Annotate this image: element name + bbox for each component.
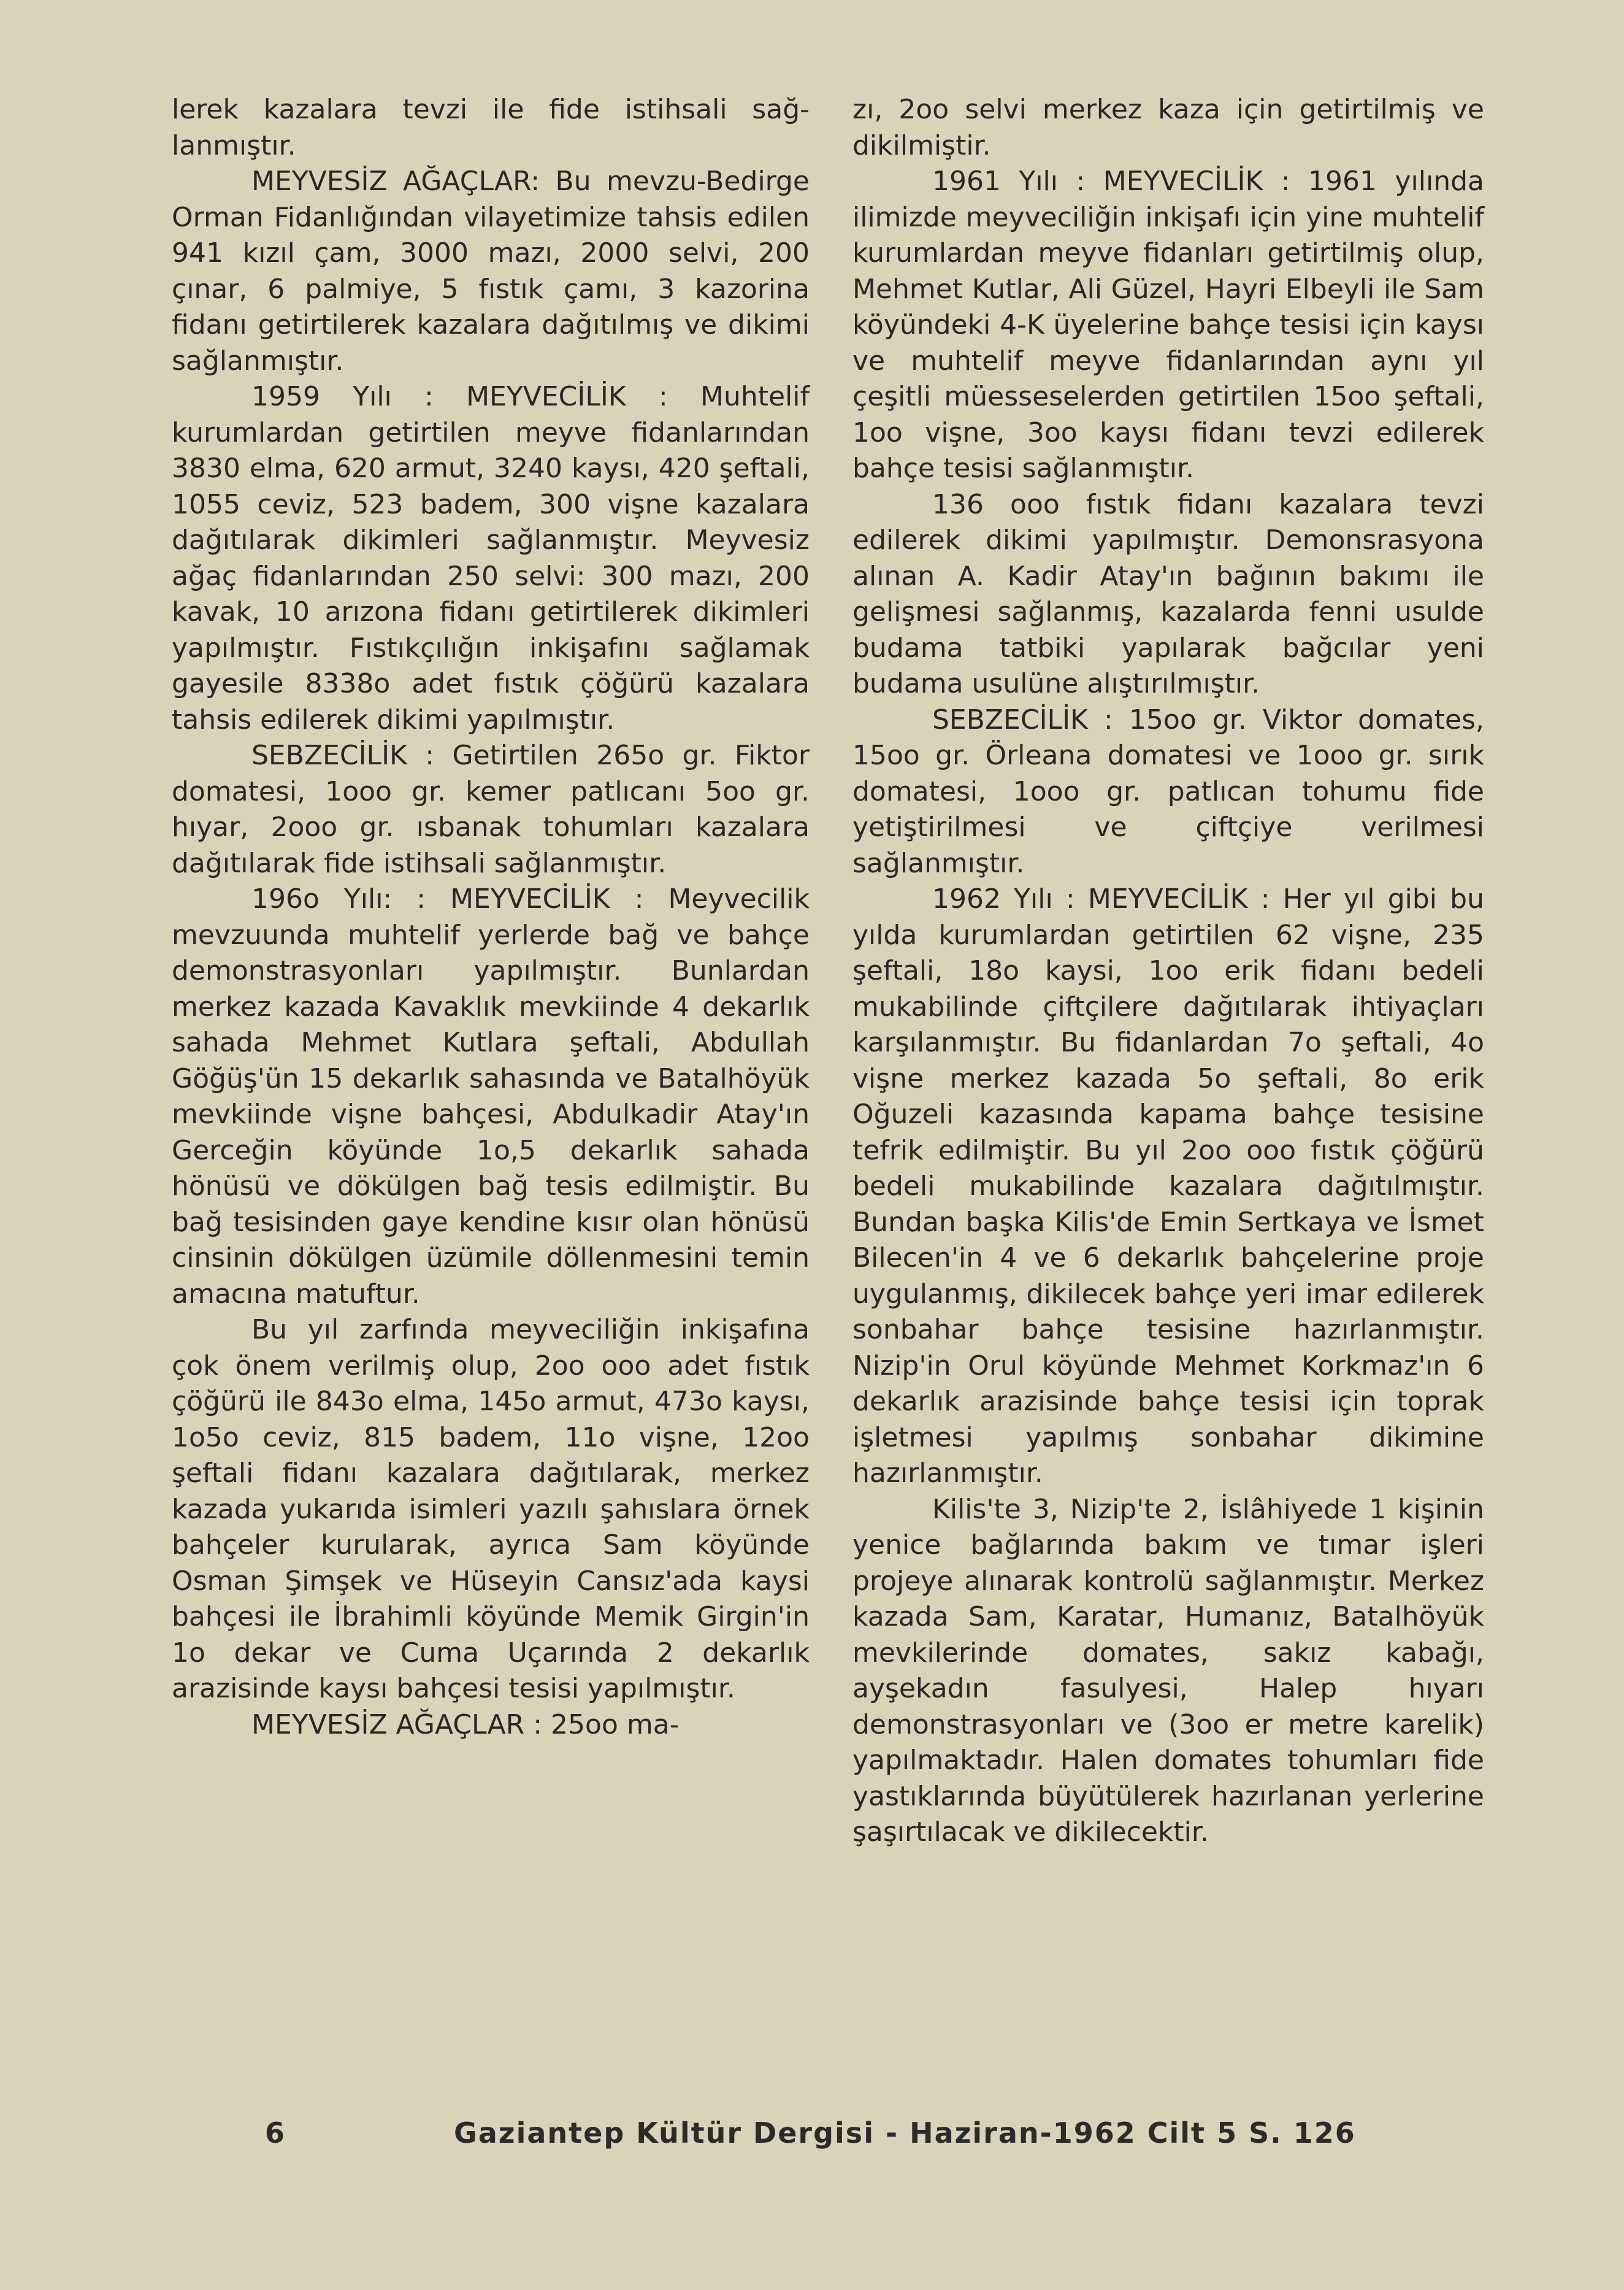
footer-citation: Gaziantep Kültür Dergisi - Haziran-1962 Cilt 5 S. 126: [454, 2116, 1356, 2150]
paragraph: 1959 Yılı : MEYVECİLİK : Muhtelif kurumlardan getirtilen meyve fidanlarından 3830 elma, 620 armut, 3240 kaysı, 420 şeftali, 1055 ceviz, 523 badem, 300 vişne kazalara dağıtılarak dikimleri sağlanmıştır. Meyvesiz ağaç fidanlarından 250 selvi: 300 mazı, 200 kavak, 10 arızona fidanı getirtilerek dikimleri yapılmıştır. Fıstıkçılığın inkişafını sağlamak gayesile 8338o adet fıstık çöğürü kazalara tahsis edilerek dikimi yapılmıştır.: [172, 381, 810, 736]
paragraph: lerek kazalara tevzi ile fide istihsali sağ-lanmıştır.: [172, 94, 810, 161]
paragraph: 136 ooo fıstık fidanı kazalara tevzi edilerek dikimi yapılmıştır. Demonsrasyona alınan A. Kadir Atay'ın bağının bakımı ile gelişmesi sağlanmış, kazalarda fenni usulde budama tatbiki yapılarak bağcılar yeni budama usulüne alıştırılmıştır.: [852, 488, 1484, 699]
paragraph: 1961 Yılı : MEYVECİLİK : 1961 yılında ilimizde meyveciliğin inkişafı için yine muhtelif kurumlardan meyve fidanları getirtilmiş olup, Mehmet Kutlar, Ali Güzel, Hayri Elbeyli ile Sam köyündeki 4-K üyelerine bahçe tesisi için kaysı ve muhtelif meyve fidanlarından aynı yıl çeşitli müesseselerden getirtilen 15oo şeftali, 1oo vişne, 3oo kaysı fidanı tevzi edilerek bahçe tesisi sağlanmıştır.: [852, 166, 1484, 484]
page-number: 6: [265, 2116, 285, 2150]
paragraph: SEBZECİLİK : Getirtilen 265o gr. Fiktor domatesi, 1ooo gr. kemer patlıcanı 5oo gr. hıyar, 2ooo gr. ısbanak tohumları kazalara dağıtılarak fide istihsali sağlanmıştır.: [172, 740, 810, 879]
paragraph: Kilis'te 3, Nizip'te 2, İslâhiyede 1 kişinin yenice bağlarında bakım ve tımar işleri projeye alınarak kontrolü sağlanmıştır. Merkez kazada Sam, Karatar, Humanız, Batalhöyük mevkilerinde domates, sakız kabağı, ayşekadın fasulyesi, Halep hıyarı demonstrasyonları ve (3oo er metre karelik) yapılmaktadır. Halen domates tohumları fide yastıklarında büyütülerek hazırlanan yerlerine şaşırtılacak ve dikilecektir.: [852, 1493, 1484, 1848]
paragraph: MEYVESİZ AĞAÇLAR : 25oo ma-: [251, 1708, 680, 1740]
paragraph: 196o Yılı: : MEYVECİLİK : Meyvecilik mevzuunda muhtelif yerlerde bağ ve bahçe demonstrasyonları yapılmıştır. Bunlardan merkez kazada Kavaklık mevkiinde 4 dekarlık sahada Mehmet Kutlara şeftali, Abdullah Göğüş'ün 15 dekarlık sahasında ve Batalhöyük mevkiinde vişne bahçesi, Abdulkadir Atay'ın Gerceğin köyünde 1o,5 dekarlık sahada hönüsü ve dökülgen bağ tesis edilmiştir. Bu bağ tesisinden gaye kendine kısır olan hönüsü cinsinin dökülgen üzümile döllenmesini temin amacına matuftur.: [172, 883, 810, 1310]
paragraph: Bu yıl zarfında meyveciliğin inkişafına çok önem verilmiş olup, 2oo ooo adet fıstık çöğürü ile 843o elma, 145o armut, 473o kaysı, 1o5o ceviz, 815 badem, 11o vişne, 12oo şeftali fidanı kazalara dağıtılarak, merkez kazada yukarıda isimleri yazılı şahıslara örnek bahçeler kurularak, ayrıca Sam köyünde Osman Şimşek ve Hüseyin Cansız'ada kaysi bahçesi ile İbrahimli köyünde Memik Girgin'in 1o dekar ve Cuma Uçarında 2 dekarlık arazisinde kaysı bahçesi tesisi yapılmıştır.: [172, 1314, 810, 1704]
left-column: [172, 92, 810, 1743]
paragraph: zı, 2oo selvi merkez kaza için getirtilmiş ve dikilmiştir.: [852, 94, 1484, 161]
paragraph: SEBZECİLİK : 15oo gr. Viktor domates, 15oo gr. Örleana domatesi ve 1ooo gr. sırık domatesi, 1ooo gr. patlıcan tohumu fide yetiştirilmesi ve çiftçiye verilmesi sağlanmıştır.: [852, 704, 1484, 879]
paragraph: MEYVESİZ AĞAÇLAR: Bu mevzu-Bedirge Orman Fidanlığından vilayetimize tahsis edilen 941 kızıl çam, 3000 mazı, 2000 selvi, 200 çınar, 6 palmiye, 5 fıstık çamı, 3 kazorina fidanı getirtilerek kazalara dağıtılmış ve dikimi sağlanmıştır.: [172, 166, 810, 377]
right-column: [852, 92, 1484, 1851]
paragraph: 1962 Yılı : MEYVECİLİK : Her yıl gibi bu yılda kurumlardan getirtilen 62 vişne, 235 şeftali, 18o kaysi, 1oo erik fidanı bedeli mukabilinde çiftçilere dağıtılarak ihtiyaçları karşılanmıştır. Bu fidanlardan 7o şeftali, 4o vişne merkez kazada 5o şeftali, 8o erik Oğuzeli kazasında kapama bahçe tesisine tefrik edilmiştir. Bu yıl 2oo ooo fıstık çöğürü bedeli mukabilinde kazalara dağıtılmıştır. Bundan başka Kilis'de Emin Sertkaya ve İsmet Bilecen'in 4 ve 6 dekarlık bahçelerine proje uygulanmış, dikilecek bahçe yeri imar edilerek sonbahar bahçe tesisine hazırlanmıştır. Nizip'in Orul köyünde Mehmet Korkmaz'ın 6 dekarlık arazisinde bahçe tesisi için toprak işletmesi yapılmış sonbahar dikimine hazırlanmıştır.: [852, 883, 1484, 1489]
